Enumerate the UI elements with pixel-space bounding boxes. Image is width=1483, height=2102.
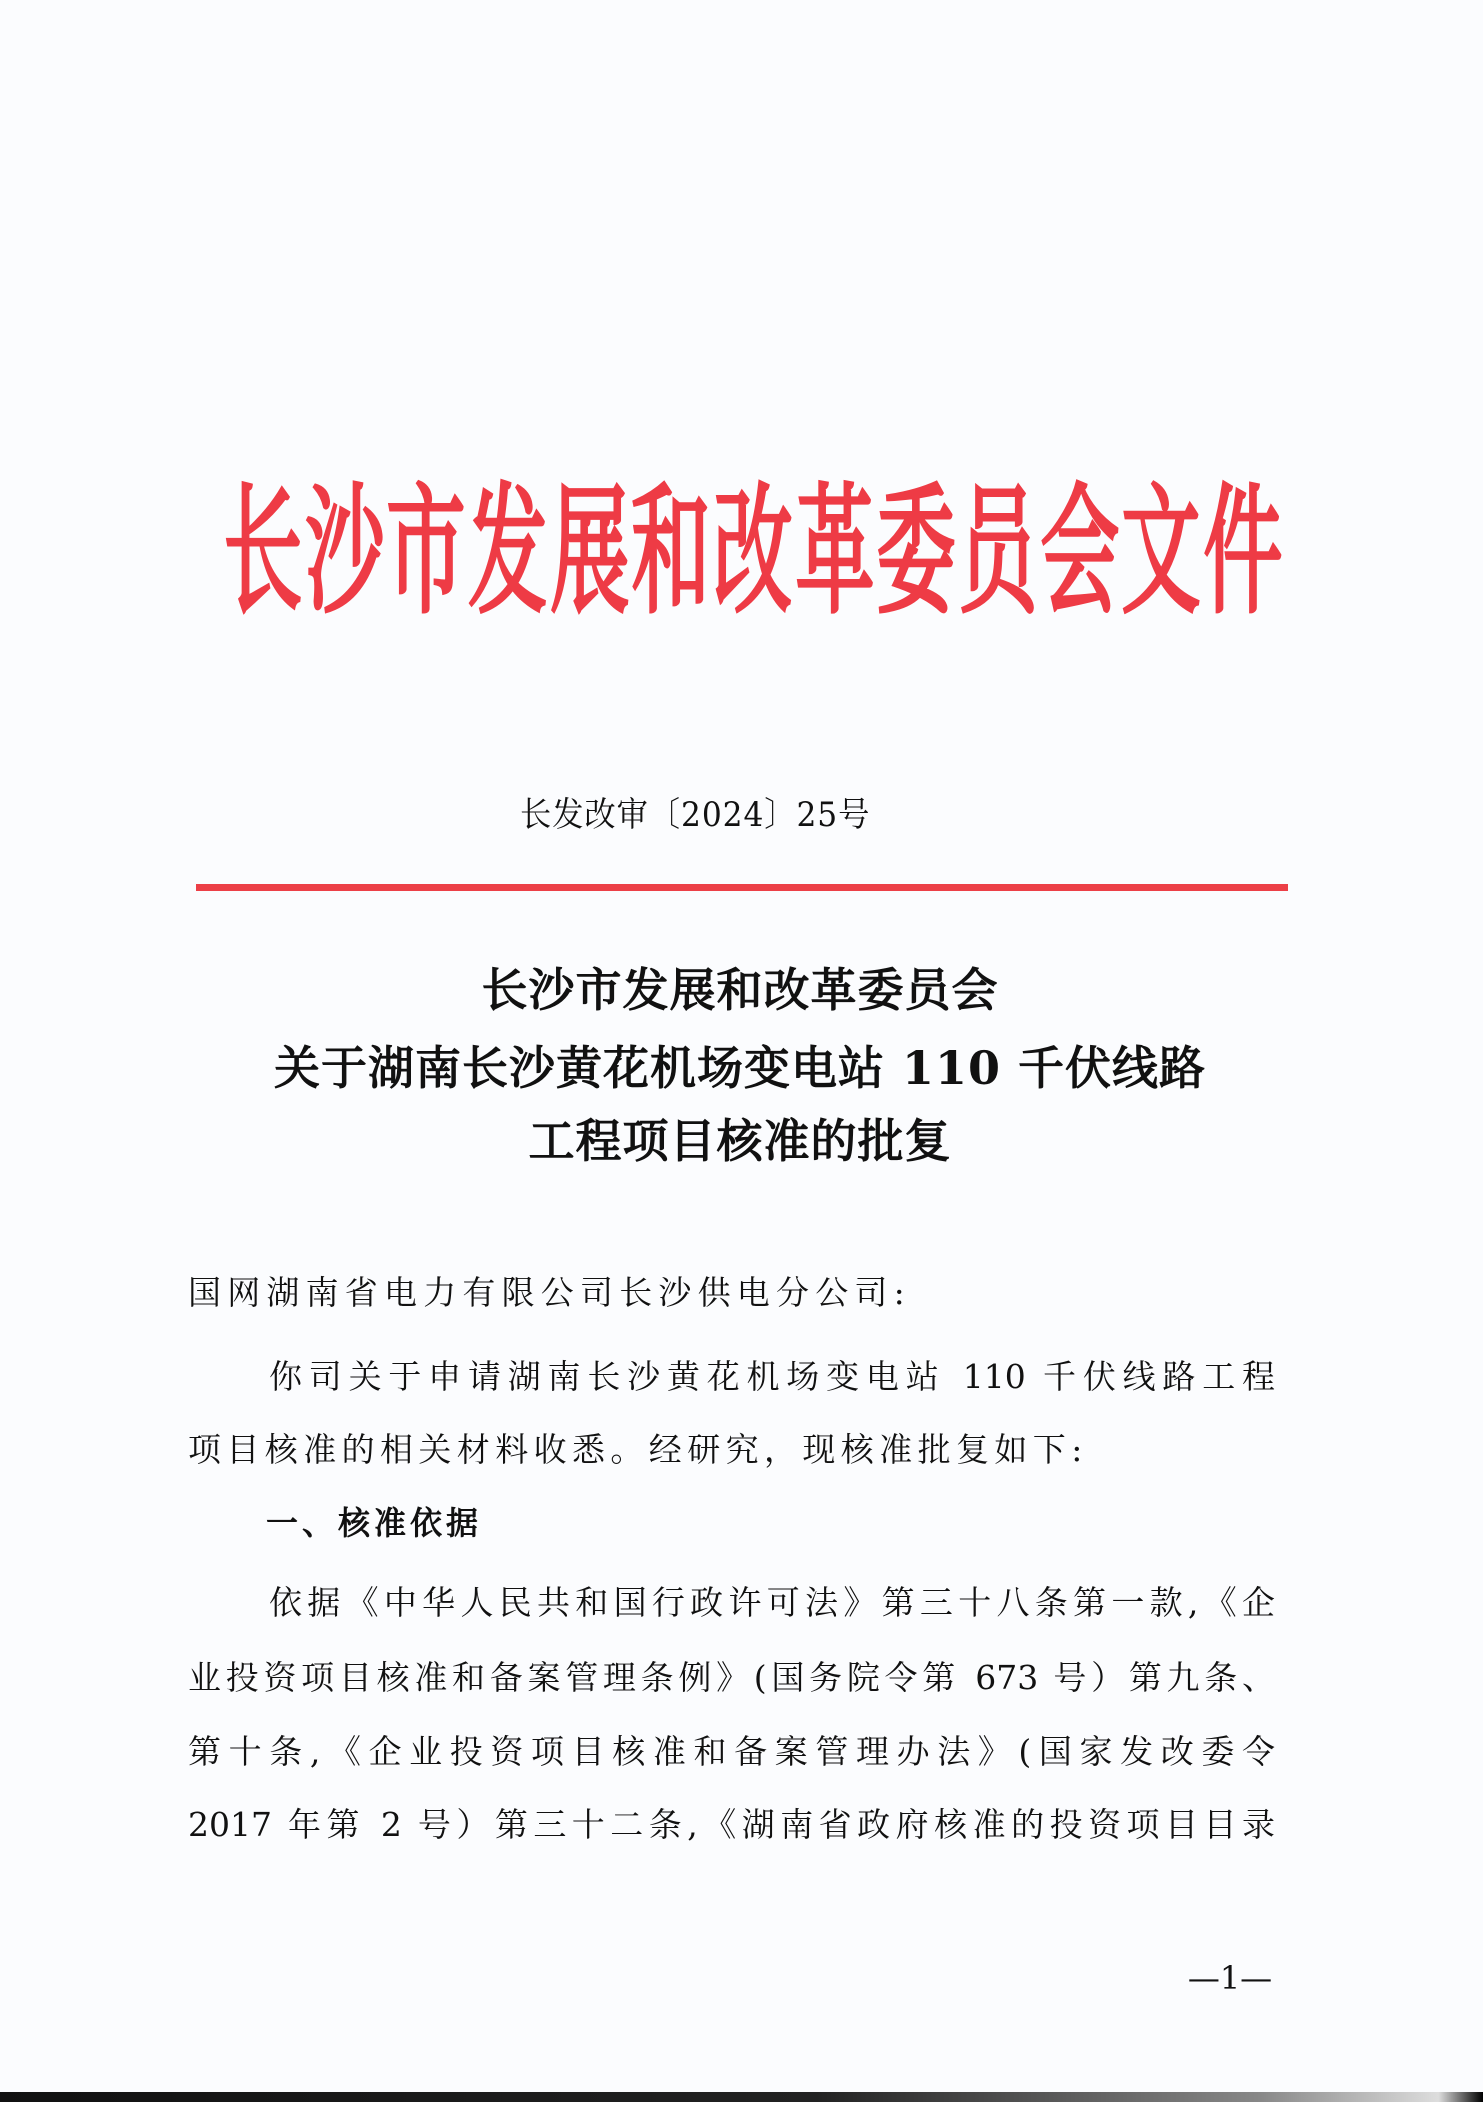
body-line: 依据《中华人民共和国行政许可法》第三十八条第一款,《企 — [269, 1583, 1275, 1622]
masthead-char: 员 — [958, 470, 1038, 635]
body-line: 项目核准的相关材料收悉。经研究，现核准批复如下: — [188, 1430, 1088, 1469]
masthead-red-header — [208, 470, 1283, 635]
masthead-char: 件 — [1203, 470, 1283, 635]
page-number: —1— — [1187, 1959, 1273, 1997]
document-title-line-3: 工程项目核准的批复 — [528, 1114, 952, 1168]
masthead-char: 革 — [794, 470, 875, 635]
masthead-char: 展 — [549, 470, 630, 635]
scan-bottom-edge — [0, 2092, 1483, 2102]
document-title-line-1: 长沙市发展和改革委员会 — [481, 963, 999, 1017]
masthead-char: 发 — [468, 470, 548, 635]
masthead-char: 沙 — [304, 470, 385, 635]
red-separator-rule — [196, 884, 1288, 891]
section-heading: 一、核准依据 — [266, 1504, 483, 1542]
masthead-char: 改 — [713, 470, 793, 635]
body-line: 2017 年第 2 号）第三十二条,《湖南省政府核准的投资项目目录 — [188, 1805, 1275, 1844]
document-title-line-2: 关于湖南长沙黄花机场变电站 110 千伏线路 — [273, 1041, 1207, 1095]
masthead-char: 文 — [1121, 470, 1201, 635]
masthead-char: 长 — [223, 470, 303, 635]
masthead-char: 和 — [631, 470, 711, 635]
masthead-char: 会 — [1039, 470, 1120, 635]
body-line: 业投资项目核准和备案管理条例》(国务院令第 673 号）第九条、 — [188, 1658, 1275, 1697]
masthead-char: 市 — [386, 470, 466, 635]
addressee: 国网湖南省电力有限公司长沙供电分公司: — [188, 1273, 911, 1312]
masthead-char: 委 — [876, 470, 956, 635]
body-line: 第十条,《企业投资项目核准和备案管理办法》(国家发改委令 — [188, 1732, 1275, 1771]
document-number: 长发改审〔2024〕25号 — [520, 795, 871, 835]
body-line: 你司关于申请湖南长沙黄花机场变电站 110 千伏线路工程 — [269, 1357, 1275, 1396]
